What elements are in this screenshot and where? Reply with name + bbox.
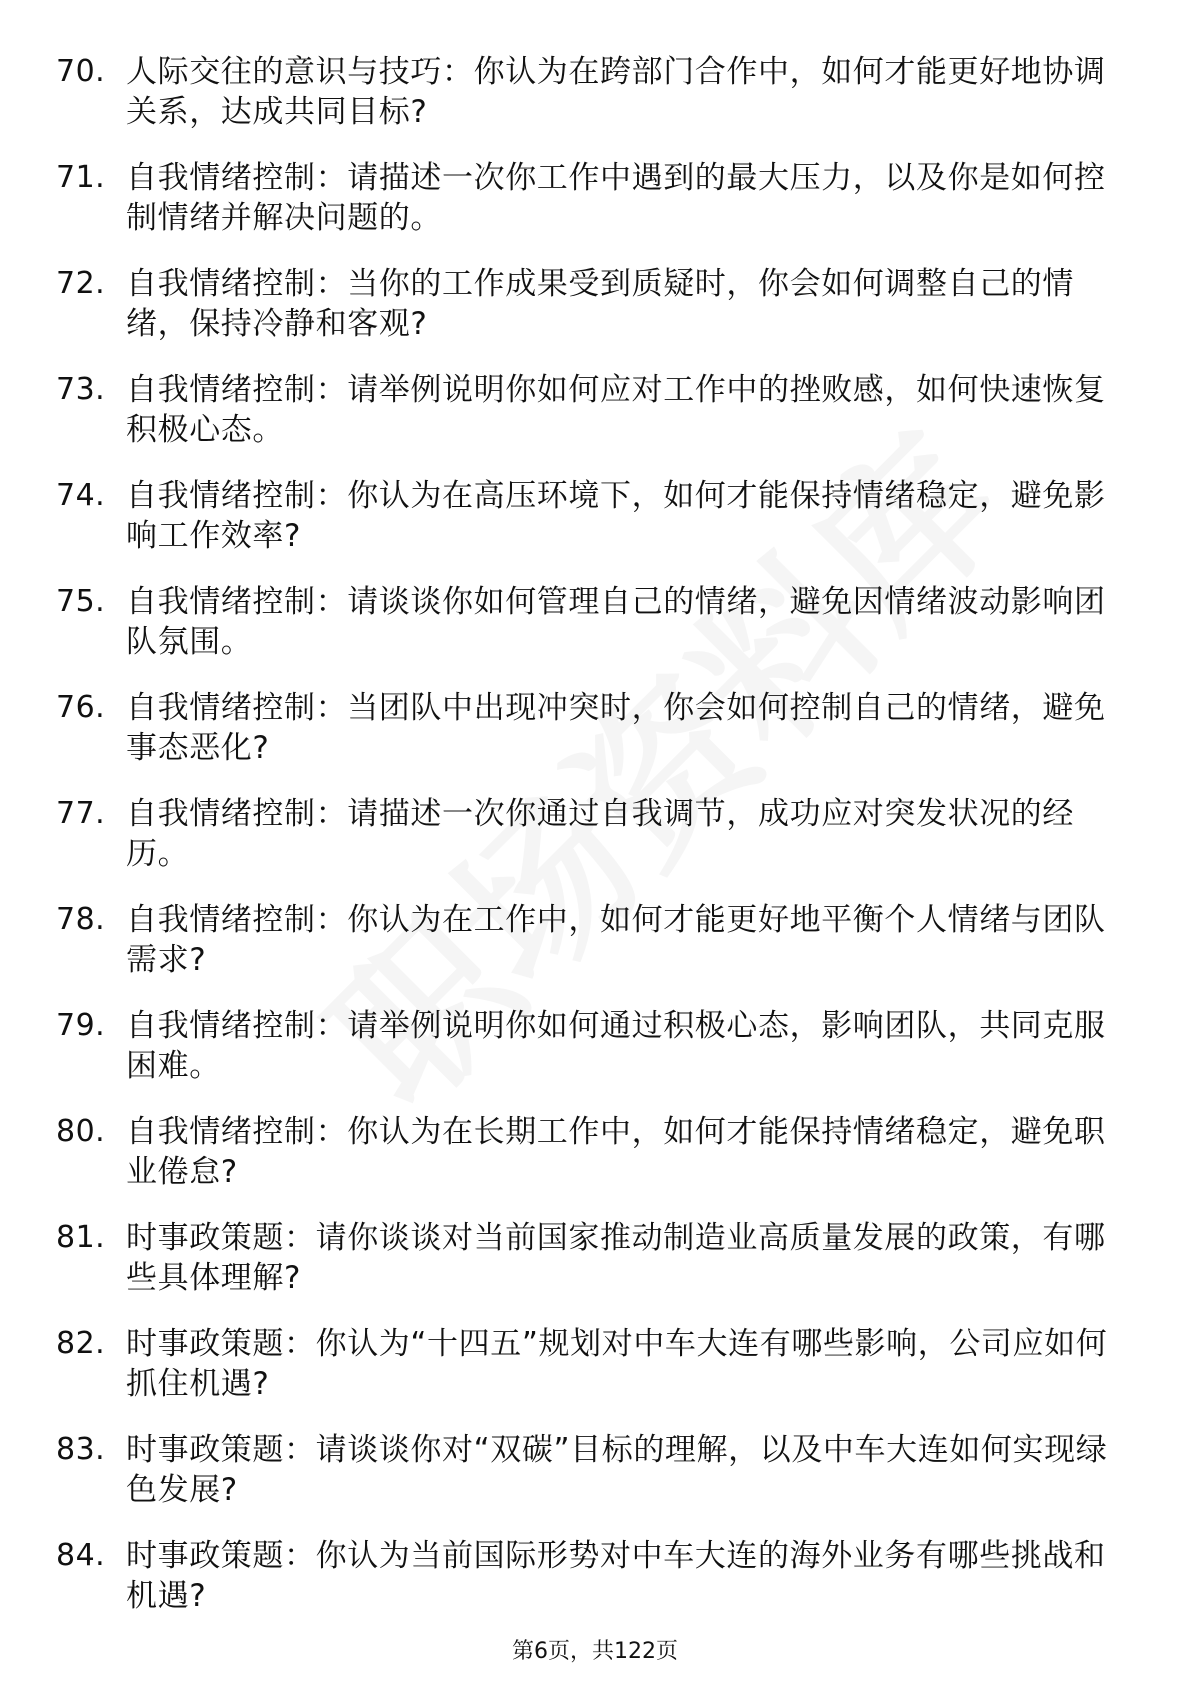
question-item [56,370,1116,450]
question-number: 76. [56,690,106,725]
question-text: 自我情绪控制：请描述一次你通过自我调节，成功应对突发状况的经历。 [126,796,1074,872]
question-item [56,1218,1116,1298]
question-number: 82. [56,1326,106,1361]
question-text: 自我情绪控制：请举例说明你如何通过积极心态，影响团队，共同克服困难。 [126,1008,1106,1084]
question-text: 自我情绪控制：请举例说明你如何应对工作中的挫败感，如何快速恢复积极心态。 [126,372,1106,448]
question-item [56,1324,1116,1404]
question-item [56,264,1116,344]
question-text: 自我情绪控制：你认为在高压环境下，如何才能保持情绪稳定，避免影响工作效率? [126,478,1106,554]
question-item [56,900,1116,980]
question-item [56,1006,1116,1086]
question-number: 72. [56,266,106,301]
question-number: 73. [56,372,106,407]
question-text: 时事政策题：请你谈谈对当前国家推动制造业高质量发展的政策，有哪些具体理解? [126,1220,1106,1296]
question-text: 自我情绪控制：当团队中出现冲突时，你会如何控制自己的情绪，避免事态恶化? [126,690,1106,766]
question-item [56,794,1116,874]
question-list [56,52,1116,1642]
question-number: 71. [56,160,106,195]
question-number: 78. [56,902,106,937]
question-text: 时事政策题：你认为“十四五”规划对中车大连有哪些影响，公司应如何抓住机遇? [126,1326,1108,1402]
question-number: 77. [56,796,106,831]
question-text: 自我情绪控制：请谈谈你如何管理自己的情绪，避免因情绪波动影响团队氛围。 [126,584,1106,660]
question-text: 时事政策题：你认为当前国际形势对中车大连的海外业务有哪些挑战和机遇? [126,1538,1106,1614]
question-item [56,158,1116,238]
question-text: 自我情绪控制：当你的工作成果受到质疑时，你会如何调整自己的情绪，保持冷静和客观? [126,266,1074,342]
question-item [56,1536,1116,1616]
question-number: 74. [56,478,106,513]
question-item [56,476,1116,556]
question-number: 80. [56,1114,106,1149]
question-item [56,1112,1116,1192]
question-item [56,688,1116,768]
question-number: 84. [56,1538,106,1573]
question-number: 81. [56,1220,106,1255]
question-item [56,582,1116,662]
page-footer: 第6页，共122页 [512,1639,678,1664]
question-number: 79. [56,1008,106,1043]
question-item [56,52,1116,132]
question-number: 83. [56,1432,106,1467]
question-number: 70. [56,54,106,89]
question-text: 自我情绪控制：你认为在长期工作中，如何才能保持情绪稳定，避免职业倦怠? [126,1114,1106,1190]
question-text: 自我情绪控制：请描述一次你工作中遇到的最大压力，以及你是如何控制情绪并解决问题的。 [126,160,1106,236]
question-number: 75. [56,584,106,619]
question-text: 时事政策题：请谈谈你对“双碳”目标的理解，以及中车大连如何实现绿色发展? [126,1432,1108,1508]
question-item [56,1430,1116,1510]
question-text: 人际交往的意识与技巧：你认为在跨部门合作中，如何才能更好地协调关系，达成共同目标? [126,54,1106,130]
question-text: 自我情绪控制：你认为在工作中，如何才能更好地平衡个人情绪与团队需求? [126,902,1106,978]
